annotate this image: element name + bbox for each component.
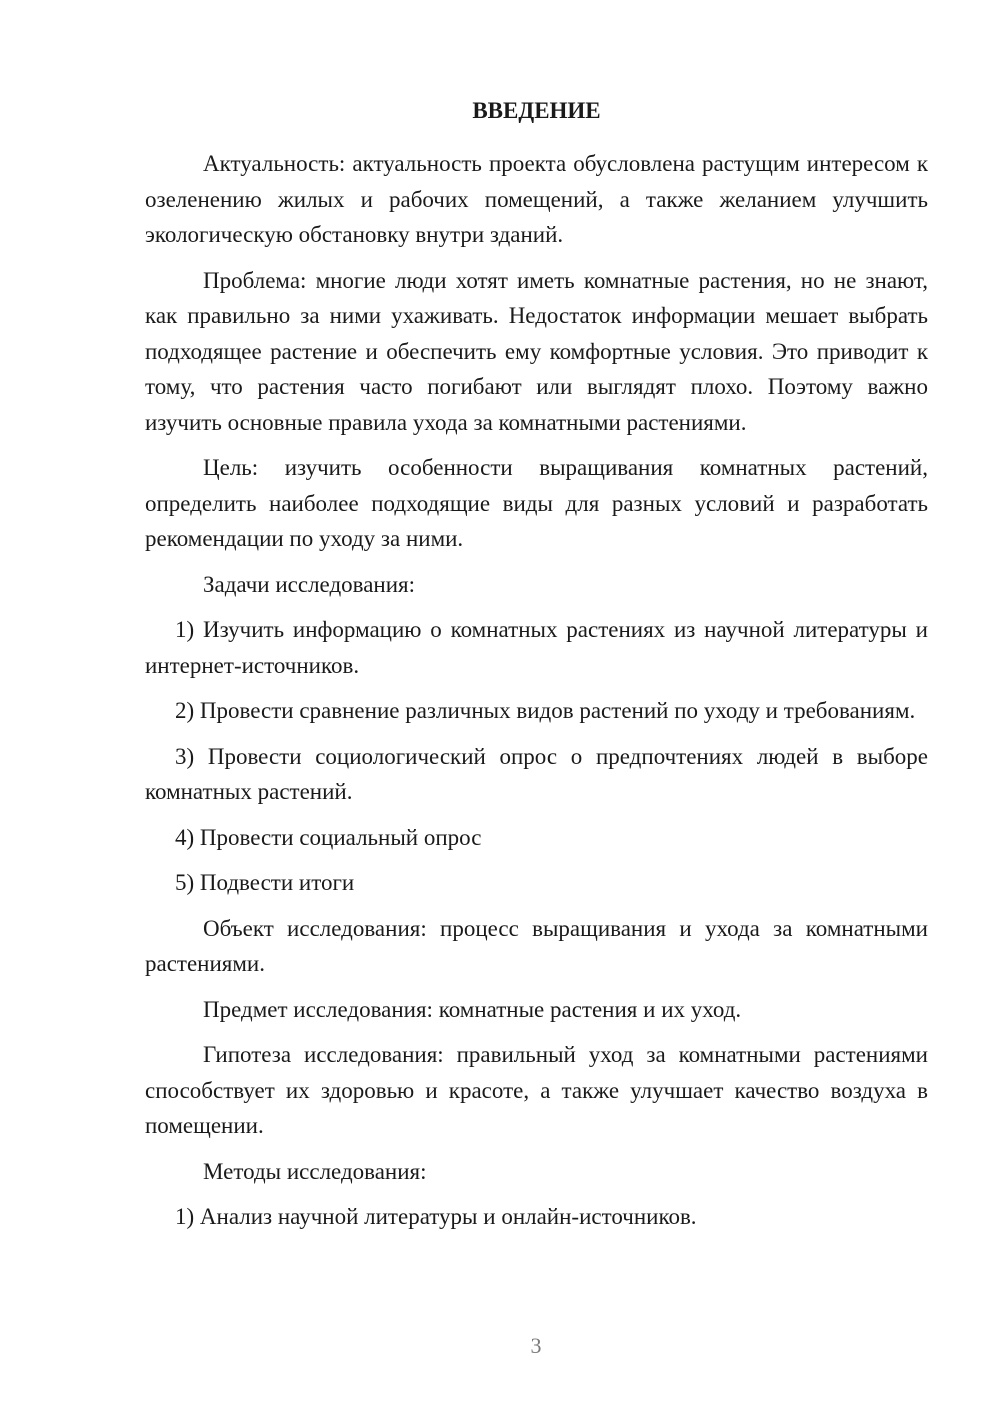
task-item-2: 2) Провести сравнение различных видов растений по уходу и требованиям. bbox=[175, 698, 916, 723]
paragraph-subject: Предмет исследования: комнатные растения и их уход. bbox=[203, 996, 742, 1022]
paragraph-object: Объект исследования: процесс выращивания и ухода за комнатными растениями. bbox=[145, 915, 928, 976]
task-item-4: 4) Провести социальный опрос bbox=[175, 824, 482, 850]
page-body bbox=[145, 96, 928, 1245]
paragraph-methods-heading: Методы исследования: bbox=[203, 1158, 427, 1184]
page-number: 3 bbox=[530, 1333, 542, 1358]
section-title: ВВЕДЕНИЕ bbox=[472, 98, 601, 123]
paragraph-goal: Цель: изучить особенности выращивания комнатных растений, определить наиболее подходящие виды для разных условий и разработать рекомендации по уходу за ними. bbox=[145, 455, 928, 551]
paragraph-hypothesis: Гипотеза исследования: правильный уход за комнатными растениями способствует их здоровью и красоте, а также улучшает качество воздуха в помещении. bbox=[145, 1042, 928, 1138]
paragraph-problem: Проблема: многие люди хотят иметь комнатные растения, но не знают, как правильно за ними ухаживать. Недостаток информации мешает выбрать подходящее растение и обеспечить ему комфортные условия. Это приводит к тому, что растения часто погибают или выглядят плохо. Поэтому важно изучить основные правила ухода за комнатными растениями. bbox=[145, 267, 928, 435]
method-item-1: 1) Анализ научной литературы и онлайн-источников. bbox=[175, 1204, 697, 1229]
task-item-3: 3) Провести социологический опрос о предпочтениях людей в выборе комнатных растений. bbox=[145, 743, 928, 804]
paragraph-relevance: Актуальность: актуальность проекта обусловлена растущим интересом к озеленению жилых и рабочих помещений, а также желанием улучшить экологическую обстановку внутри зданий. bbox=[145, 151, 928, 247]
task-item-5: 5) Подвести итоги bbox=[175, 870, 355, 895]
paragraph-tasks-heading: Задачи исследования: bbox=[203, 571, 416, 597]
task-item-1: 1) Изучить информацию о комнатных растениях из научной литературы и интернет-источников. bbox=[145, 617, 928, 678]
